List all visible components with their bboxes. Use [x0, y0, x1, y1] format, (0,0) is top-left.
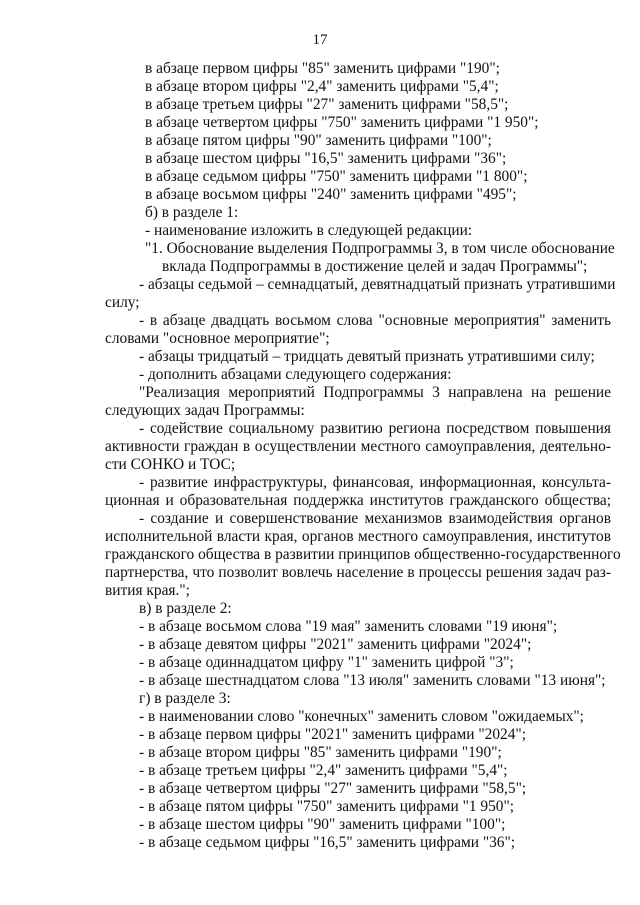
text-line: в абзаце первом цифры "85" заменить цифрами "190"; [145, 60, 500, 77]
text-line: в абзаце восьмом цифры "240" заменить цифрами "495"; [145, 186, 517, 203]
text-line: - создание и совершенствование механизмов взаимодействия органов [139, 510, 611, 527]
text-line: - в абзаце втором цифры "85" заменить цифрами "190"; [139, 744, 502, 761]
page-number: 17 [312, 32, 328, 48]
text-line: в абзаце третьем цифры "27" заменить цифрами "58,5"; [145, 96, 509, 113]
text-line: - развитие инфраструктуры, финансовая, информационная, консульта- [139, 474, 611, 491]
text-line: - в наименовании слово "конечных" заменить словом "ожидаемых"; [139, 708, 584, 725]
text-line: - в абзаце пятом цифры "750" заменить цифрами "1 950"; [139, 798, 515, 815]
text-line: вития края."; [105, 582, 190, 599]
text-line: гражданского общества в развитии принципов общественно-государственного [105, 546, 621, 563]
text-line: - в абзаце третьем цифры "2,4" заменить цифрами "5,4"; [139, 762, 508, 779]
text-line: - в абзаце шестом цифры "90" заменить цифрами "100"; [139, 816, 506, 833]
text-line: "Реализация мероприятий Подпрограммы 3 направлена на решение [139, 384, 611, 401]
text-line: ционная и образовательная поддержка институтов гражданского общества; [105, 492, 611, 509]
quoted-title-line: "1. Обоснование выделения Подпрограммы 3, в том числе обоснование [145, 240, 615, 257]
text-line: в абзаце седьмом цифры "750" заменить цифрами "1 800"; [145, 168, 528, 185]
text-line: - в абзаце девятом цифры "2021" заменить цифрами "2024"; [139, 636, 532, 653]
text-line: в абзаце втором цифры "2,4" заменить цифрами "5,4"; [145, 78, 499, 95]
section-heading: б) в разделе 1: [145, 204, 239, 221]
text-line: сти СОНКО и ТОС; [105, 456, 236, 473]
document-body [105, 60, 621, 852]
text-line: в абзаце четвертом цифры "750" заменить цифрами "1 950"; [145, 114, 539, 131]
text-line: - абзацы тридцатый – тридцать девятый признать утратившими силу; [139, 348, 595, 365]
text-line: в абзаце пятом цифры "90" заменить цифрами "100"; [145, 132, 492, 149]
text-line: - в абзаце восьмом слова "19 мая" заменить словами "19 июня"; [139, 618, 558, 635]
text-line: - в абзаце четвертом цифры "27" заменить цифрами "58,5"; [139, 780, 527, 797]
text-line: силу; [105, 294, 140, 311]
section-heading: г) в разделе 3: [139, 690, 231, 707]
text-line: партнерства, что позволит вовлечь население в процессы решения задач раз- [105, 564, 611, 581]
text-line: словами "основное мероприятие"; [105, 330, 330, 347]
quoted-title-line: вклада Подпрограммы в достижение целей и задач Программы"; [162, 258, 588, 275]
text-line: - наименование изложить в следующей редакции: [145, 222, 473, 239]
text-line: активности граждан в осуществлении местного самоуправления, деятельно- [105, 438, 611, 455]
text-line: исполнительной власти края, органов местного самоуправления, институтов [105, 528, 611, 545]
text-line: в абзаце шестом цифры "16,5" заменить цифрами "36"; [145, 150, 507, 167]
section-heading: в) в разделе 2: [139, 600, 232, 617]
text-line: - содействие социальному развитию региона посредством повышения [139, 420, 611, 437]
text-line: - в абзаце одиннадцатом цифру "1" заменить цифрой "3"; [139, 654, 514, 671]
text-line: - в абзаце первом цифры "2021" заменить цифрами "2024"; [139, 726, 526, 743]
text-line: - в абзаце шестнадцатом слова "13 июля" заменить словами "13 июня"; [139, 672, 606, 689]
text-line: - в абзаце двадцать восьмом слова "основные мероприятия" заменить [139, 312, 611, 329]
text-line: - дополнить абзацами следующего содержания: [139, 366, 452, 383]
text-line: - в абзаце седьмом цифры "16,5" заменить цифрами "36"; [139, 834, 516, 851]
text-line: - абзацы седьмой – семнадцатый, девятнадцатый признать утратившими [139, 276, 616, 293]
text-line: следующих задач Программы: [105, 402, 305, 419]
